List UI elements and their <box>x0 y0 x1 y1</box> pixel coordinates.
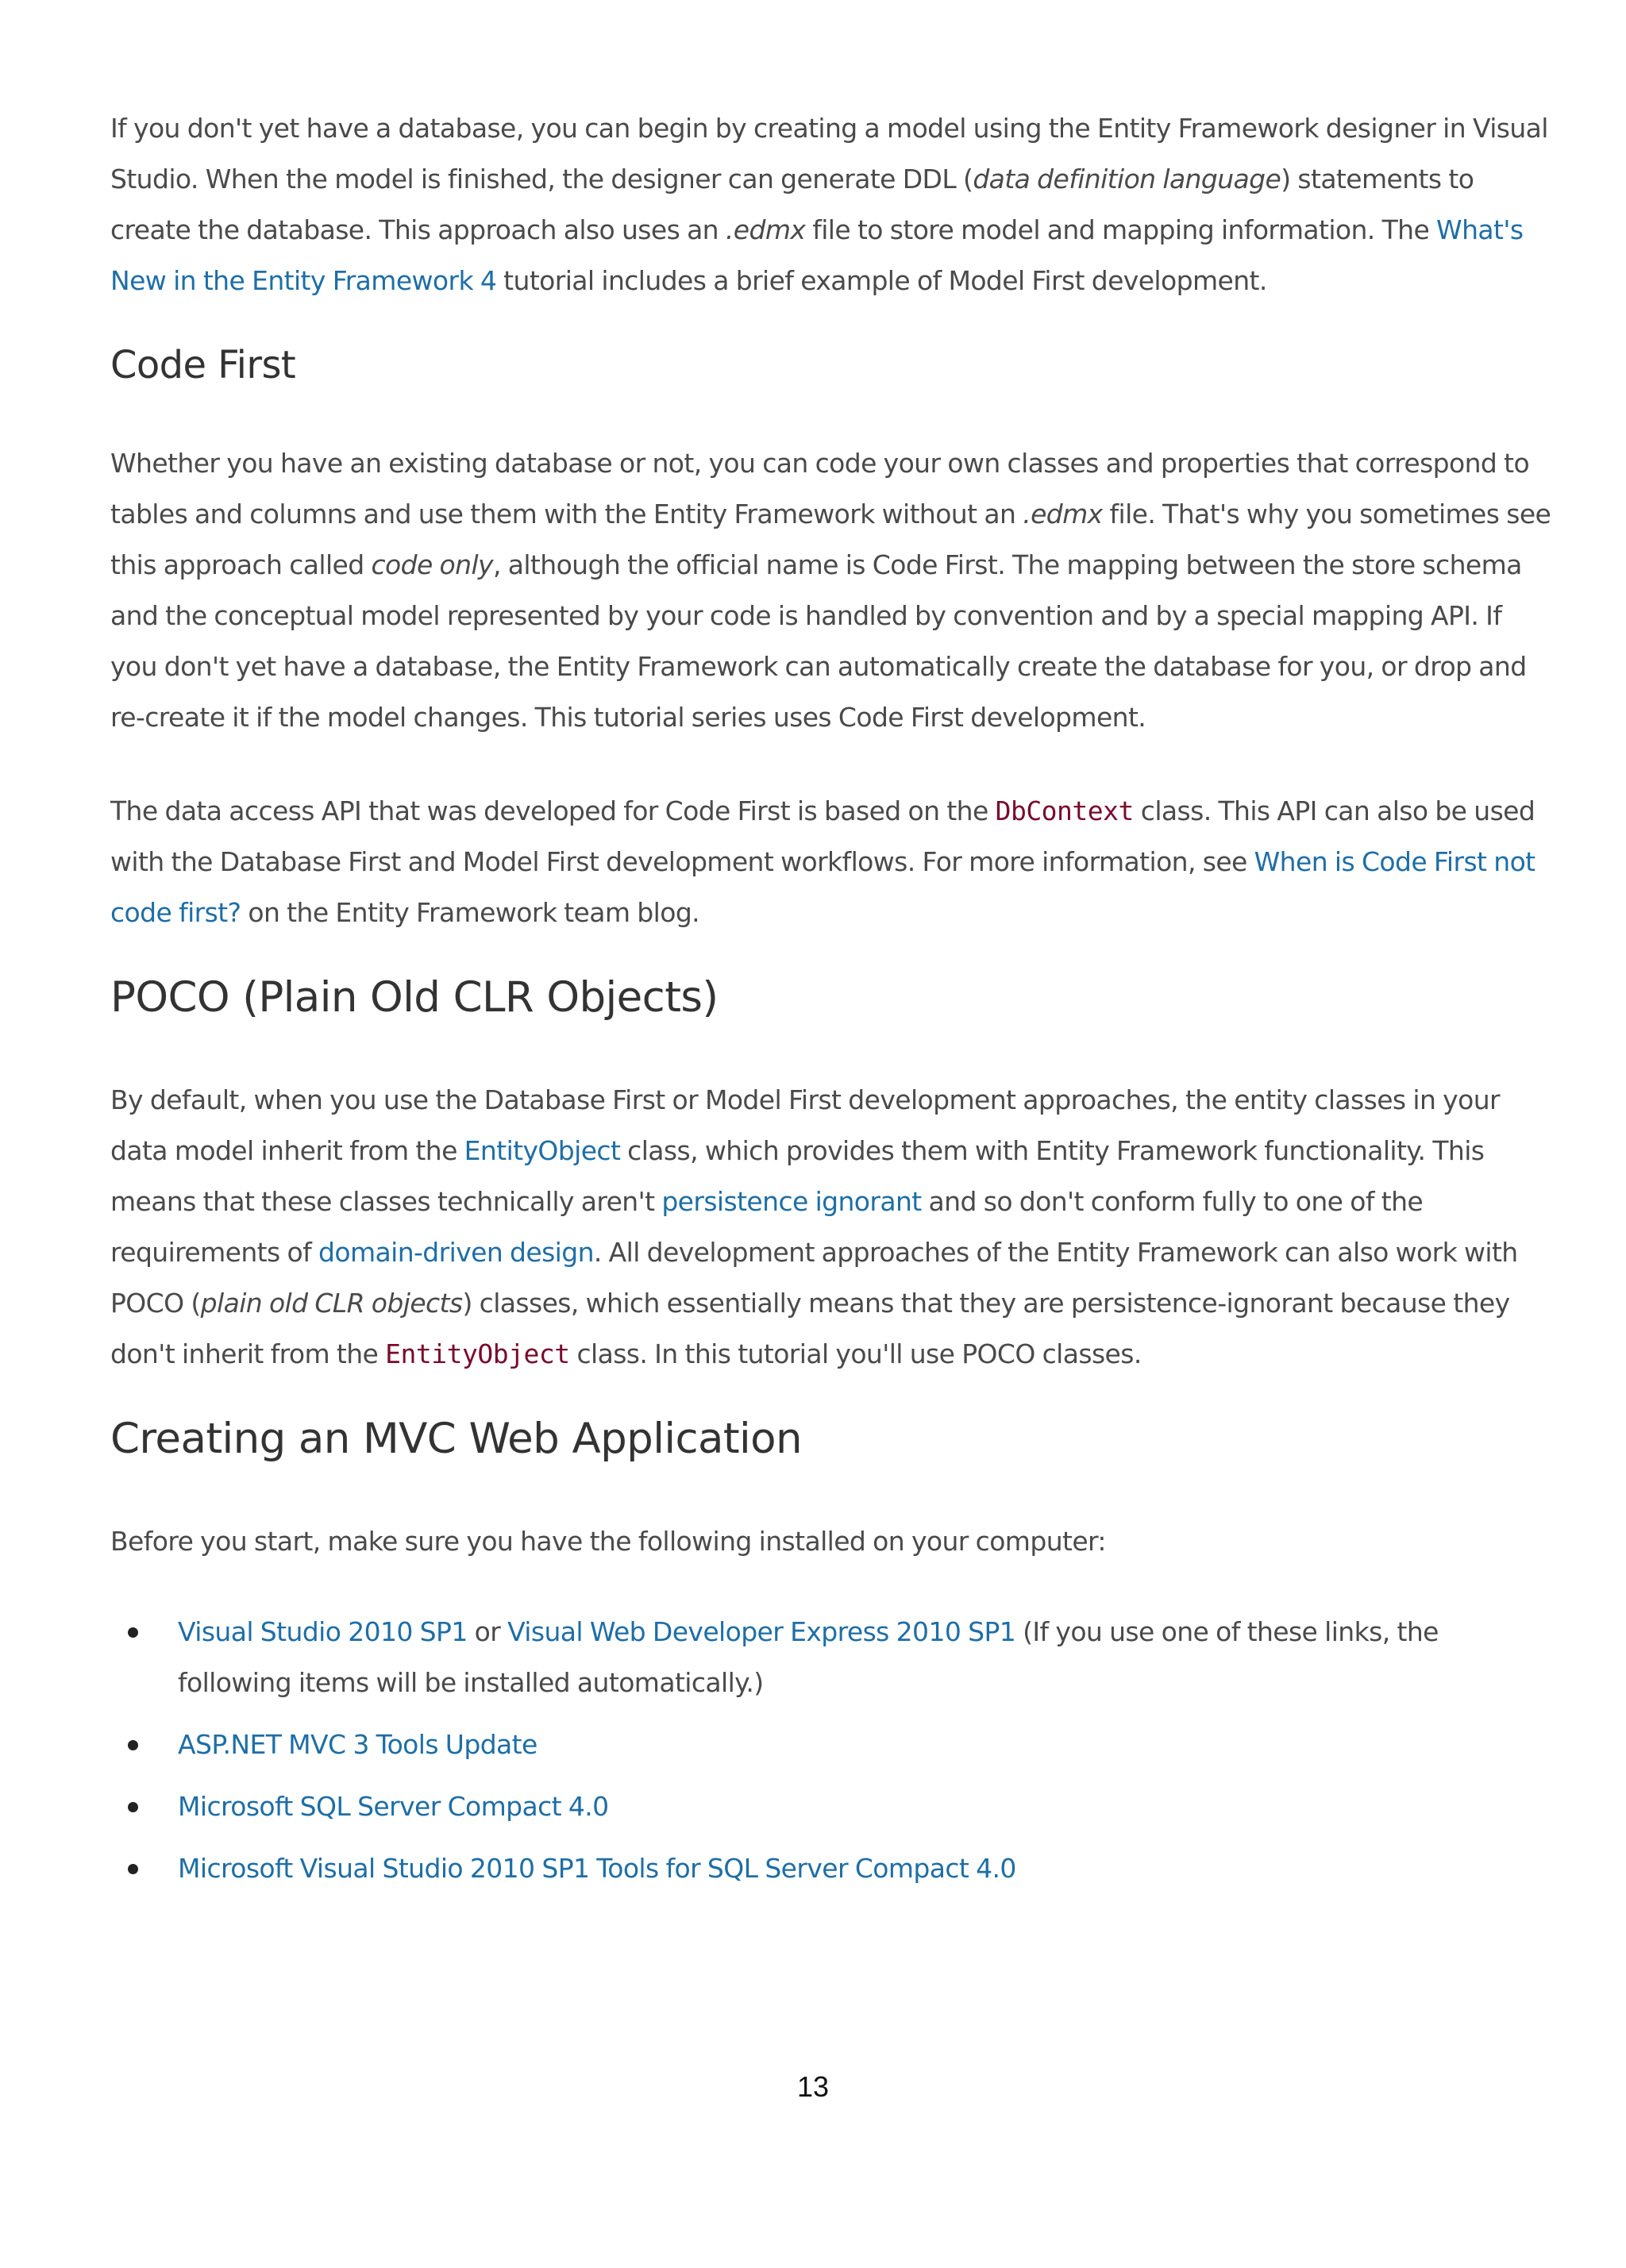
bullet-icon <box>128 1864 138 1874</box>
intro-paragraph: If you don't yet have a database, you can begin by creating a model using the Entity Framework designer in Visual Studio. When the model is finished, the designer can generate DDL (data definition language) statements to create the database. This approach also uses an .edmx file to store model and mapping information. The What's New in the Entity Framework 4 tutorial includes a brief example of Model First development. <box>110 113 1548 296</box>
requirements-list <box>110 1607 1555 1894</box>
creating-mvc-app-heading: Creating an MVC Web Application <box>110 1415 802 1463</box>
bullet-icon <box>128 1802 138 1812</box>
list-item <box>110 1719 1555 1770</box>
visual-web-developer-express-link[interactable]: Visual Web Developer Express 2010 SP1 <box>507 1616 1016 1647</box>
page-number: 13 <box>796 2070 830 2103</box>
dbcontext-paragraph: The data access API that was developed for Code First is based on the DbContext class. This API can also be used with the Database First and Model First development workflows. For more information, see When is Code First not code first? on the Entity Framework team blog. <box>110 795 1535 928</box>
before-you-start-paragraph: Before you start, make sure you have the following installed on your computer: <box>110 1526 1106 1557</box>
when-is-code-first-link[interactable]: When is Code First not code first? <box>110 846 1535 928</box>
emphasis-text: code only <box>371 549 493 580</box>
entityobject-code: EntityObject <box>385 1338 570 1369</box>
vs2010-tools-sql-compact-link[interactable]: Microsoft Visual Studio 2010 SP1 Tools for SQL Server Compact 4.0 <box>178 1853 1016 1884</box>
list-item <box>110 1843 1555 1894</box>
entityobject-link[interactable]: EntityObject <box>464 1135 621 1166</box>
emphasis-text: data definition language <box>973 164 1281 194</box>
emphasis-text: .edmx <box>725 214 806 245</box>
poco-paragraph: By default, when you use the Database First or Model First development approaches, the entity classes in your data model inherit from the EntityObject class, which provides them with Entity Framework functionality. This means that these classes technically aren't persistence ignorant and so don't conform fully to one of the requirements of domain-driven design. All development approaches of the Entity Framework can also work with POCO (plain old CLR objects) classes, which essentially means that they are persistence-ignorant because they don't inherit from the EntityObject class. In this tutorial you'll use POCO classes. <box>110 1084 1518 1369</box>
code-first-heading: Code First <box>110 343 296 387</box>
bullet-icon <box>128 1740 138 1750</box>
visual-studio-2010-sp1-link[interactable]: Visual Studio 2010 SP1 <box>178 1616 468 1647</box>
domain-driven-design-link[interactable]: domain-driven design <box>318 1237 594 1268</box>
poco-heading: POCO (Plain Old CLR Objects) <box>110 973 719 1022</box>
bullet-icon <box>128 1627 138 1638</box>
persistence-ignorant-link[interactable]: persistence ignorant <box>661 1186 922 1217</box>
emphasis-text: .edmx <box>1023 499 1103 529</box>
aspnet-mvc3-tools-update-link[interactable]: ASP.NET MVC 3 Tools Update <box>178 1729 538 1760</box>
whats-new-ef4-link[interactable]: What's New in the Entity Framework 4 <box>110 214 1524 296</box>
list-item: Visual Studio 2010 SP1 or Visual Web Developer Express 2010 SP1 (If you use one of these links, the following items will be installed automatically.) <box>110 1607 1555 1708</box>
list-item <box>110 1781 1555 1832</box>
emphasis-text: plain old CLR objects <box>200 1288 463 1319</box>
dbcontext-code: DbContext <box>995 795 1134 826</box>
sql-server-compact-link[interactable]: Microsoft SQL Server Compact 4.0 <box>178 1791 609 1822</box>
code-first-paragraph: Whether you have an existing database or not, you can code your own classes and properties that correspond to tables and columns and use them with the Entity Framework without an .edmx file. That's why you sometimes see this approach called code only, although the official name is Code First. The mapping between the store schema and the conceptual model represented by your code is handled by convention and by a special mapping API. If you don't yet have a database, the Entity Framework can automatically create the database for you, or drop and re-create it if the model changes. This tutorial series uses Code First development. <box>110 448 1551 733</box>
